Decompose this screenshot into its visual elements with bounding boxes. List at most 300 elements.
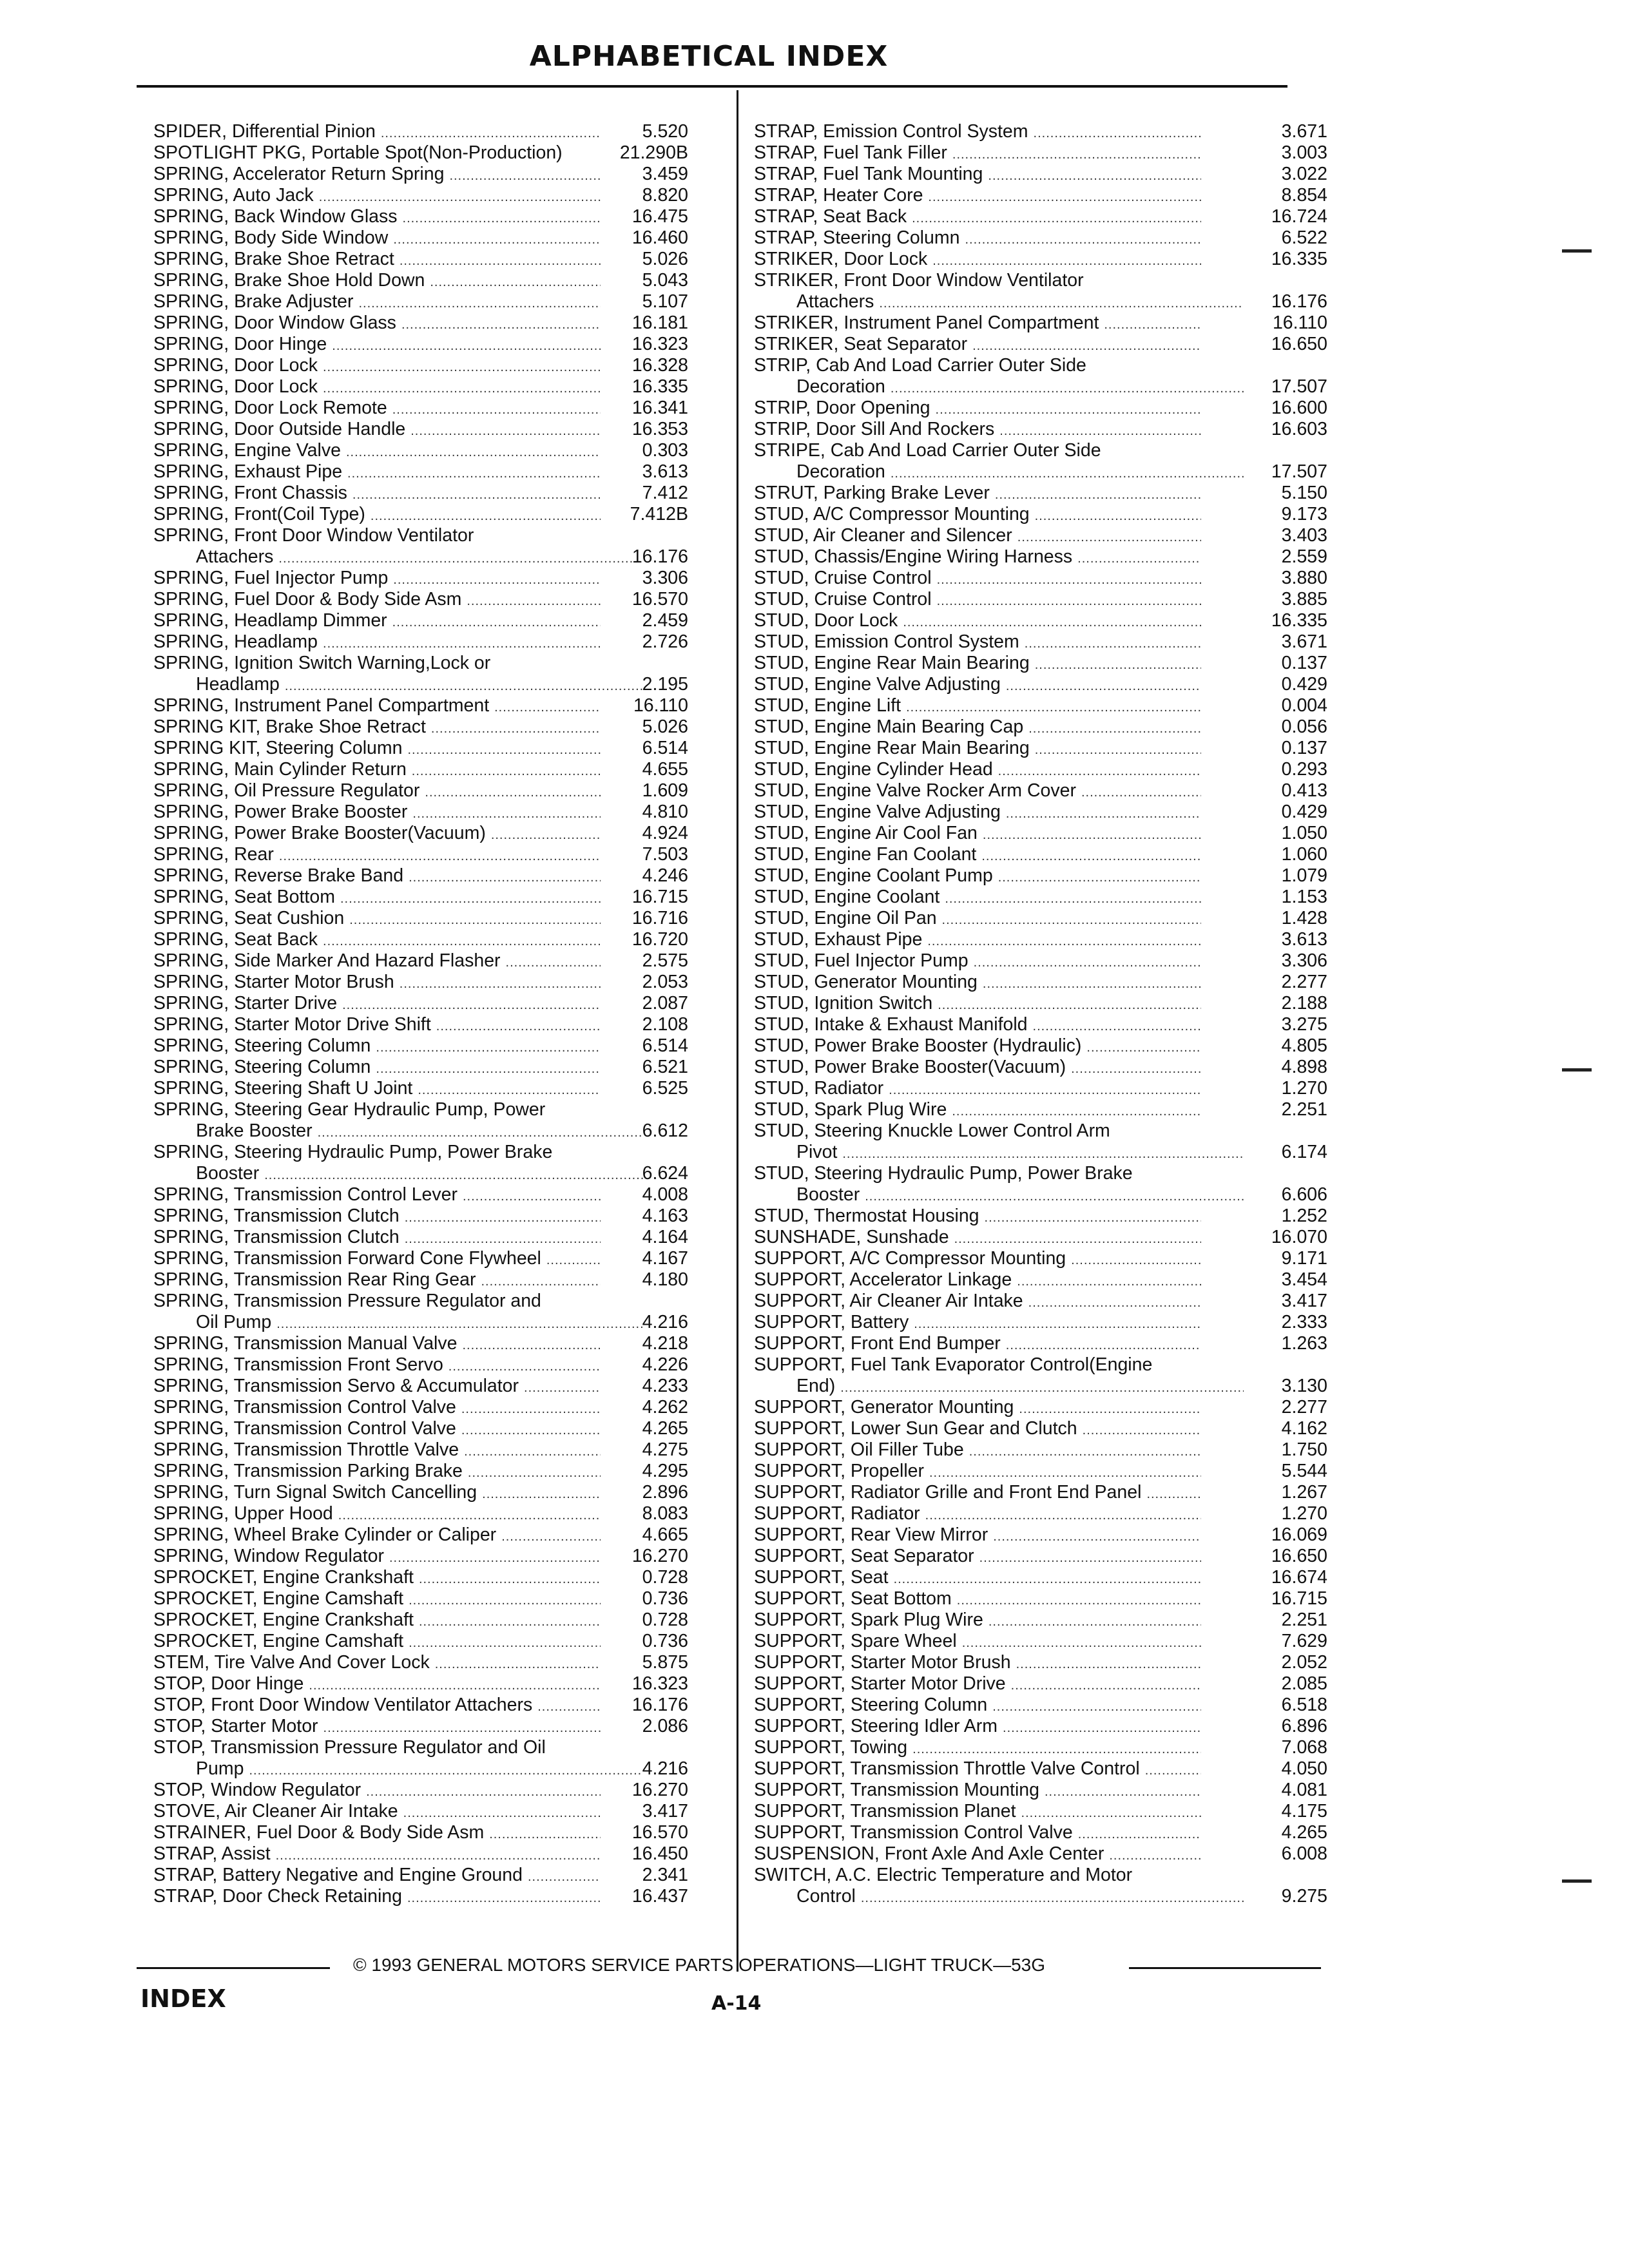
page-title: ALPHABETICAL INDEX: [529, 40, 889, 73]
dot-leader: [506, 950, 601, 972]
index-entry: [153, 1524, 688, 1546]
entry-page-ref: 0.004: [1281, 695, 1327, 716]
entry-page-ref: 1.270: [1281, 1503, 1327, 1524]
entry-label: STUD, Engine Cylinder Head: [754, 759, 993, 780]
dot-leader: [340, 887, 601, 908]
dot-leader: [861, 1886, 1244, 1907]
index-entry: [153, 312, 688, 334]
entry-page-ref: 16.600: [1271, 398, 1327, 418]
margin-mark: [1562, 249, 1592, 253]
dot-leader: [1033, 1014, 1201, 1035]
index-entry: [754, 355, 1321, 376]
index-entry: [153, 185, 688, 206]
entry-label: Decoration: [796, 461, 885, 482]
dot-leader: [912, 206, 1201, 227]
entry-page-ref: 6.514: [642, 738, 688, 758]
entry-page-ref: 5.026: [642, 249, 688, 269]
index-entry: [153, 483, 688, 504]
entry-page-ref: 4.167: [642, 1248, 688, 1269]
index-entry: [153, 1120, 688, 1142]
index-entry: [754, 1439, 1327, 1461]
entry-label: SPRING, Transmission Front Servo: [153, 1354, 443, 1375]
entry-page-ref: 16.715: [631, 887, 688, 907]
entry-page-ref: 7.629: [1281, 1631, 1327, 1651]
entry-page-ref: 16.603: [1271, 419, 1327, 439]
index-entry: [153, 908, 688, 929]
entry-label: SPRING, Back Window Glass: [153, 206, 398, 227]
entry-label: Booster: [796, 1184, 860, 1205]
dot-leader: [279, 844, 601, 865]
dot-leader: [952, 142, 1201, 164]
entry-label: SPRING, Transmission Control Valve: [153, 1418, 456, 1439]
entry-page-ref: 7.503: [642, 844, 688, 865]
dot-leader: [1028, 1291, 1201, 1312]
index-entry: [754, 738, 1327, 759]
index-entry: [153, 1631, 688, 1652]
entry-page-ref: 16.335: [1271, 610, 1327, 631]
index-entry: [153, 1397, 688, 1418]
entry-page-ref: 4.246: [642, 865, 688, 886]
dot-leader: [1003, 1716, 1201, 1737]
dot-leader: [376, 1057, 601, 1078]
entry-label: SPRING, Reverse Brake Band: [153, 865, 404, 886]
dot-leader: [403, 1801, 601, 1822]
dot-leader: [1071, 1057, 1201, 1078]
entry-label: Brake Booster: [196, 1120, 313, 1141]
index-entry: [754, 674, 1327, 695]
dot-leader: [425, 780, 601, 802]
entry-label: SPRING, Steering Shaft U Joint: [153, 1078, 413, 1099]
entry-label: SUPPORT, Spark Plug Wire: [754, 1610, 983, 1630]
dot-leader: [1025, 631, 1201, 653]
entry-page-ref: 4.216: [642, 1758, 688, 1779]
entry-label: STRAP, Battery Negative and Engine Ground: [153, 1865, 523, 1885]
index-entry: [153, 355, 688, 376]
entry-label: STUD, Power Brake Booster (Hydraulic): [754, 1035, 1082, 1056]
index-entry: [153, 695, 688, 716]
entry-label: SUPPORT, Starter Motor Drive: [754, 1673, 1006, 1694]
index-entry: [754, 1333, 1327, 1354]
index-entry: [153, 121, 688, 142]
dot-leader: [1006, 674, 1201, 695]
entry-label: SPRING, Transmission Manual Valve: [153, 1333, 458, 1354]
entry-page-ref: 16.110: [1272, 312, 1327, 333]
index-entry: [153, 1078, 688, 1099]
dot-leader: [410, 419, 601, 440]
dot-leader: [1145, 1758, 1201, 1780]
entry-page-ref: 8.820: [642, 185, 688, 206]
entry-label: STUD, Ignition Switch: [754, 993, 933, 1014]
index-entry: [153, 1291, 682, 1312]
index-entry: [754, 185, 1327, 206]
entry-page-ref: 4.050: [1281, 1758, 1327, 1779]
entry-label: STUD, Air Cleaner and Silencer: [754, 525, 1012, 546]
entry-label: SPRING, Seat Back: [153, 929, 318, 950]
dot-leader: [954, 1227, 1201, 1248]
index-entry: [153, 780, 688, 802]
entry-page-ref: 7.412B: [630, 504, 688, 524]
index-entry: [754, 865, 1327, 887]
entry-label: SUPPORT, Radiator Grille and Front End Panel: [754, 1482, 1142, 1503]
entry-page-ref: 4.262: [642, 1397, 688, 1418]
entry-page-ref: 4.163: [642, 1206, 688, 1226]
entry-label: SUPPORT, Front End Bumper: [754, 1333, 1001, 1354]
entry-label: SPRING, Front Chassis: [153, 483, 347, 503]
entry-label: STRIKER, Seat Separator: [754, 334, 968, 354]
dot-leader: [468, 1461, 601, 1482]
index-entry: [754, 653, 1327, 674]
entry-page-ref: 2.251: [1281, 1099, 1327, 1120]
dot-leader: [349, 908, 601, 929]
entry-page-ref: 3.022: [1281, 164, 1327, 184]
entry-page-ref: 16.176: [631, 546, 688, 567]
entry-label: STUD, Engine Main Bearing Cap: [754, 716, 1024, 737]
entry-label: SUPPORT, Oil Filler Tube: [754, 1439, 964, 1460]
index-entry: [153, 1695, 688, 1716]
dot-leader: [338, 1503, 601, 1524]
entry-page-ref: 16.460: [631, 227, 688, 248]
dot-leader: [1109, 1843, 1201, 1865]
index-entry: [153, 546, 688, 568]
section-label: INDEX: [140, 1984, 226, 2013]
dot-leader: [389, 1546, 601, 1567]
entry-page-ref: 2.333: [1281, 1312, 1327, 1332]
dot-leader: [962, 1631, 1201, 1652]
index-entry: [754, 1014, 1327, 1035]
entry-page-ref: 16.335: [1271, 249, 1327, 269]
entry-label: STRIP, Door Sill And Rockers: [754, 419, 995, 439]
dot-leader: [400, 972, 601, 993]
dot-leader: [1006, 802, 1201, 823]
entry-page-ref: 3.671: [1281, 121, 1327, 142]
page-number: A-14: [711, 1992, 762, 2015]
entry-page-ref: 6.522: [1281, 227, 1327, 248]
entry-page-ref: 3.275: [1281, 1014, 1327, 1035]
index-entry: [153, 738, 688, 759]
dot-leader: [494, 695, 601, 716]
index-entry: [153, 1886, 688, 1907]
entry-page-ref: 7.068: [1281, 1737, 1327, 1758]
index-entry: [153, 716, 688, 738]
dot-leader: [376, 1035, 601, 1057]
entry-page-ref: 0.736: [642, 1588, 688, 1609]
entry-label: SPOTLIGHT PKG, Portable Spot(Non-Production): [153, 142, 563, 163]
index-entry: [754, 419, 1327, 440]
index-entry: [754, 334, 1327, 355]
index-entry: [153, 440, 688, 461]
entry-page-ref: 16.450: [631, 1843, 688, 1864]
dot-leader: [938, 993, 1201, 1014]
dot-leader: [937, 568, 1201, 589]
entry-label: SPRING, Front Door Window Ventilator: [153, 525, 474, 546]
entry-page-ref: 5.520: [642, 121, 688, 142]
dot-leader: [546, 1248, 601, 1269]
entry-label: STRIKER, Front Door Window Ventilator: [754, 270, 1084, 291]
dot-leader: [906, 695, 1201, 716]
entry-page-ref: 1.060: [1281, 844, 1327, 865]
index-entry: [153, 1439, 688, 1461]
index-entry: [754, 164, 1327, 185]
dot-leader: [449, 164, 601, 185]
dot-leader: [988, 1610, 1201, 1631]
entry-label: SUPPORT, Accelerator Linkage: [754, 1269, 1012, 1290]
index-entry: [754, 1546, 1327, 1567]
dot-leader: [1035, 653, 1201, 674]
dot-leader: [1077, 546, 1201, 568]
entry-label: STRAP, Emission Control System: [754, 121, 1028, 142]
entry-page-ref: 6.606: [1281, 1184, 1327, 1205]
entry-label: SPRING, Engine Valve: [153, 440, 341, 461]
dot-leader: [1081, 780, 1201, 802]
index-entry: [153, 1035, 688, 1057]
dot-leader: [1021, 1801, 1201, 1822]
entry-label: SUPPORT, Battery: [754, 1312, 909, 1332]
index-entry: [153, 1780, 688, 1801]
dot-leader: [407, 1886, 601, 1907]
entry-label: SPRING, Side Marker And Hazard Flasher: [153, 950, 501, 971]
index-entry: [153, 1843, 688, 1865]
entry-label: SUPPORT, Air Cleaner Air Intake: [754, 1291, 1023, 1311]
index-entry: [153, 1312, 688, 1333]
dot-leader: [942, 908, 1201, 929]
index-entry: [754, 1716, 1327, 1737]
dot-leader: [1019, 1397, 1201, 1418]
index-entry: [754, 270, 1321, 291]
entry-page-ref: 2.195: [642, 674, 688, 695]
entry-page-ref: 0.429: [1281, 674, 1327, 695]
entry-page-ref: 2.052: [1281, 1652, 1327, 1673]
margin-mark: [1562, 1068, 1592, 1072]
entry-label: SPRING, Door Lock: [153, 355, 318, 376]
index-entry: [153, 1588, 688, 1610]
entry-label: STRAP, Fuel Tank Filler: [754, 142, 947, 163]
entry-label: STEM, Tire Valve And Cover Lock: [153, 1652, 430, 1673]
entry-label: STUD, Engine Valve Adjusting: [754, 674, 1001, 695]
entry-label: STUD, Engine Coolant Pump: [754, 865, 993, 886]
entry-page-ref: 4.265: [1281, 1822, 1327, 1843]
index-entry: [153, 1227, 688, 1248]
dot-leader: [993, 1524, 1201, 1546]
dot-leader: [985, 1206, 1201, 1227]
entry-page-ref: 2.108: [642, 1014, 688, 1035]
entry-label: SUPPORT, Rear View Mirror: [754, 1524, 988, 1545]
entry-page-ref: 2.559: [1281, 546, 1327, 567]
dot-leader: [988, 164, 1201, 185]
dot-leader: [998, 865, 1201, 887]
dot-leader: [936, 398, 1201, 419]
entry-page-ref: 2.726: [642, 631, 688, 652]
index-entry: [153, 1248, 688, 1269]
entry-label: SUPPORT, Radiator: [754, 1503, 920, 1524]
dot-leader: [1071, 1248, 1201, 1269]
dot-leader: [276, 1843, 601, 1865]
entry-label: STUD, Engine Coolant: [754, 887, 940, 907]
index-entry: [153, 334, 688, 355]
dot-leader: [1034, 121, 1201, 142]
entry-page-ref: 0.413: [1281, 780, 1327, 801]
dot-leader: [992, 1695, 1201, 1716]
entry-page-ref: 16.353: [631, 419, 688, 439]
index-entry: [153, 1610, 688, 1631]
entry-page-ref: 16.335: [631, 376, 688, 397]
entry-label: STUD, Steering Knuckle Lower Control Arm: [754, 1120, 1110, 1141]
dot-leader: [979, 1546, 1201, 1567]
entry-page-ref: 7.412: [642, 483, 688, 503]
index-entry: [754, 1397, 1327, 1418]
entry-label: SUPPORT, Transmission Control Valve: [754, 1822, 1073, 1843]
entry-label: SPRING, Seat Bottom: [153, 887, 335, 907]
entry-label: SPRING, Main Cylinder Return: [153, 759, 407, 780]
index-entry: [754, 1524, 1327, 1546]
entry-label: SUPPORT, Starter Motor Brush: [754, 1652, 1011, 1673]
entry-label: STRAP, Door Check Retaining: [153, 1886, 402, 1907]
dot-leader: [463, 1184, 601, 1206]
index-entry: [754, 929, 1327, 950]
entry-page-ref: 16.176: [1271, 291, 1327, 312]
entry-label: Pump: [196, 1758, 244, 1779]
dot-leader: [249, 1758, 643, 1780]
index-entry: [153, 504, 688, 525]
index-entry: [754, 844, 1327, 865]
entry-page-ref: 2.087: [642, 993, 688, 1014]
index-entry: [754, 993, 1327, 1014]
dot-leader: [323, 355, 601, 376]
dot-leader: [927, 929, 1201, 950]
entry-page-ref: 16.724: [1271, 206, 1327, 227]
index-entry: [153, 1482, 688, 1503]
entry-label: Control: [796, 1886, 856, 1907]
entry-label: STRIP, Cab And Load Carrier Outer Side: [754, 355, 1086, 376]
dot-leader: [889, 1078, 1201, 1099]
dot-leader: [278, 546, 643, 568]
entry-page-ref: 1.079: [1281, 865, 1327, 886]
dot-leader: [409, 1631, 601, 1652]
index-entry: [153, 1206, 688, 1227]
dot-leader: [937, 589, 1201, 610]
entry-label: STRAP, Assist: [153, 1843, 271, 1864]
dot-leader: [925, 1503, 1201, 1524]
entry-label: SPRING, Transmission Pressure Regulator and: [153, 1291, 541, 1311]
index-entry: [754, 823, 1327, 844]
entry-label: SPROCKET, Engine Crankshaft: [153, 1567, 414, 1588]
entry-label: SPRING, Transmission Servo & Accumulator: [153, 1376, 519, 1396]
index-entry: [754, 121, 1327, 142]
entry-page-ref: 4.665: [642, 1524, 688, 1545]
entry-page-ref: 4.081: [1281, 1780, 1327, 1800]
dot-leader: [366, 1780, 601, 1801]
entry-label: SPROCKET, Engine Camshaft: [153, 1631, 404, 1651]
dot-leader: [400, 249, 601, 270]
entry-label: SPRING, Power Brake Booster(Vacuum): [153, 823, 486, 843]
margin-mark: [1562, 1879, 1592, 1883]
index-entry: [754, 1801, 1327, 1822]
index-entry: [754, 504, 1327, 525]
index-entry: [754, 1822, 1327, 1843]
index-entry: [153, 1758, 688, 1780]
entry-label: STRAP, Seat Back: [754, 206, 907, 227]
dot-leader: [983, 972, 1201, 993]
entry-label: SPRING, Seat Cushion: [153, 908, 345, 928]
entry-page-ref: 16.270: [631, 1546, 688, 1566]
index-entry: [153, 1801, 688, 1822]
entry-label: SUPPORT, Spare Wheel: [754, 1631, 957, 1651]
index-entry: [754, 1631, 1327, 1652]
index-entry: [754, 1163, 1321, 1184]
entry-label: SPRING, Starter Drive: [153, 993, 338, 1014]
entry-page-ref: 0.293: [1281, 759, 1327, 780]
index-entry: [153, 993, 688, 1014]
entry-label: SPRING, Ignition Switch Warning,Lock or: [153, 653, 491, 673]
index-entry: [754, 1695, 1327, 1716]
entry-page-ref: 3.613: [642, 461, 688, 482]
index-entry: [754, 398, 1327, 419]
dot-leader: [352, 483, 601, 504]
dot-leader: [347, 461, 601, 483]
entry-page-ref: 16.570: [631, 589, 688, 610]
index-entry: [754, 1248, 1327, 1269]
entry-page-ref: 4.008: [642, 1184, 688, 1205]
dot-leader: [1086, 1035, 1201, 1057]
index-entry: [754, 802, 1327, 823]
dot-leader: [276, 1312, 643, 1333]
index-entry: [754, 483, 1327, 504]
entry-page-ref: 0.137: [1281, 653, 1327, 673]
index-entry: [153, 419, 688, 440]
entry-page-ref: 0.303: [642, 440, 688, 461]
entry-label: SPRING, Transmission Parking Brake: [153, 1461, 463, 1481]
dot-leader: [999, 419, 1201, 440]
dot-leader: [323, 1716, 601, 1737]
index-entry: [153, 1567, 688, 1588]
dot-leader: [392, 610, 601, 631]
dot-leader: [932, 249, 1201, 270]
index-entry: [754, 440, 1321, 461]
entry-label: SPRING, Transmission Rear Ring Gear: [153, 1269, 476, 1290]
index-entry: [754, 546, 1327, 568]
index-entry: [153, 1673, 688, 1695]
entry-label: SPRING, Exhaust Pipe: [153, 461, 343, 482]
entry-page-ref: 2.896: [642, 1482, 688, 1503]
entry-page-ref: 6.514: [642, 1035, 688, 1056]
entry-label: STUD, Engine Fan Coolant: [754, 844, 977, 865]
entry-page-ref: 4.164: [642, 1227, 688, 1247]
entry-page-ref: 9.171: [1281, 1248, 1327, 1269]
dot-leader: [412, 802, 601, 823]
entry-page-ref: 3.306: [1281, 950, 1327, 971]
dot-leader: [418, 1078, 601, 1099]
entry-page-ref: 16.069: [1271, 1524, 1327, 1545]
entry-page-ref: 17.507: [1271, 376, 1327, 397]
entry-label: STUD, Door Lock: [754, 610, 898, 631]
entry-page-ref: 6.518: [1281, 1695, 1327, 1715]
index-entry: [153, 865, 688, 887]
entry-label: STUD, Engine Valve Adjusting: [754, 802, 1001, 822]
entry-label: SPRING, Transmission Clutch: [153, 1227, 400, 1247]
entry-label: STUD, Engine Valve Rocker Arm Cover: [754, 780, 1076, 801]
dot-leader: [965, 227, 1201, 249]
dot-leader: [323, 376, 601, 398]
entry-label: SPRING, Accelerator Return Spring: [153, 164, 445, 184]
index-entry: [153, 525, 682, 546]
index-entry: [153, 461, 688, 483]
entry-page-ref: 6.896: [1281, 1716, 1327, 1736]
dot-leader: [332, 334, 601, 355]
index-entry: [754, 1461, 1327, 1482]
entry-page-ref: 0.137: [1281, 738, 1327, 758]
entry-label: SUPPORT, Fuel Tank Evaporator Control(Engine: [754, 1354, 1153, 1375]
entry-label: SUPPORT, A/C Compressor Mounting: [754, 1248, 1066, 1269]
index-entry: [153, 1376, 688, 1397]
